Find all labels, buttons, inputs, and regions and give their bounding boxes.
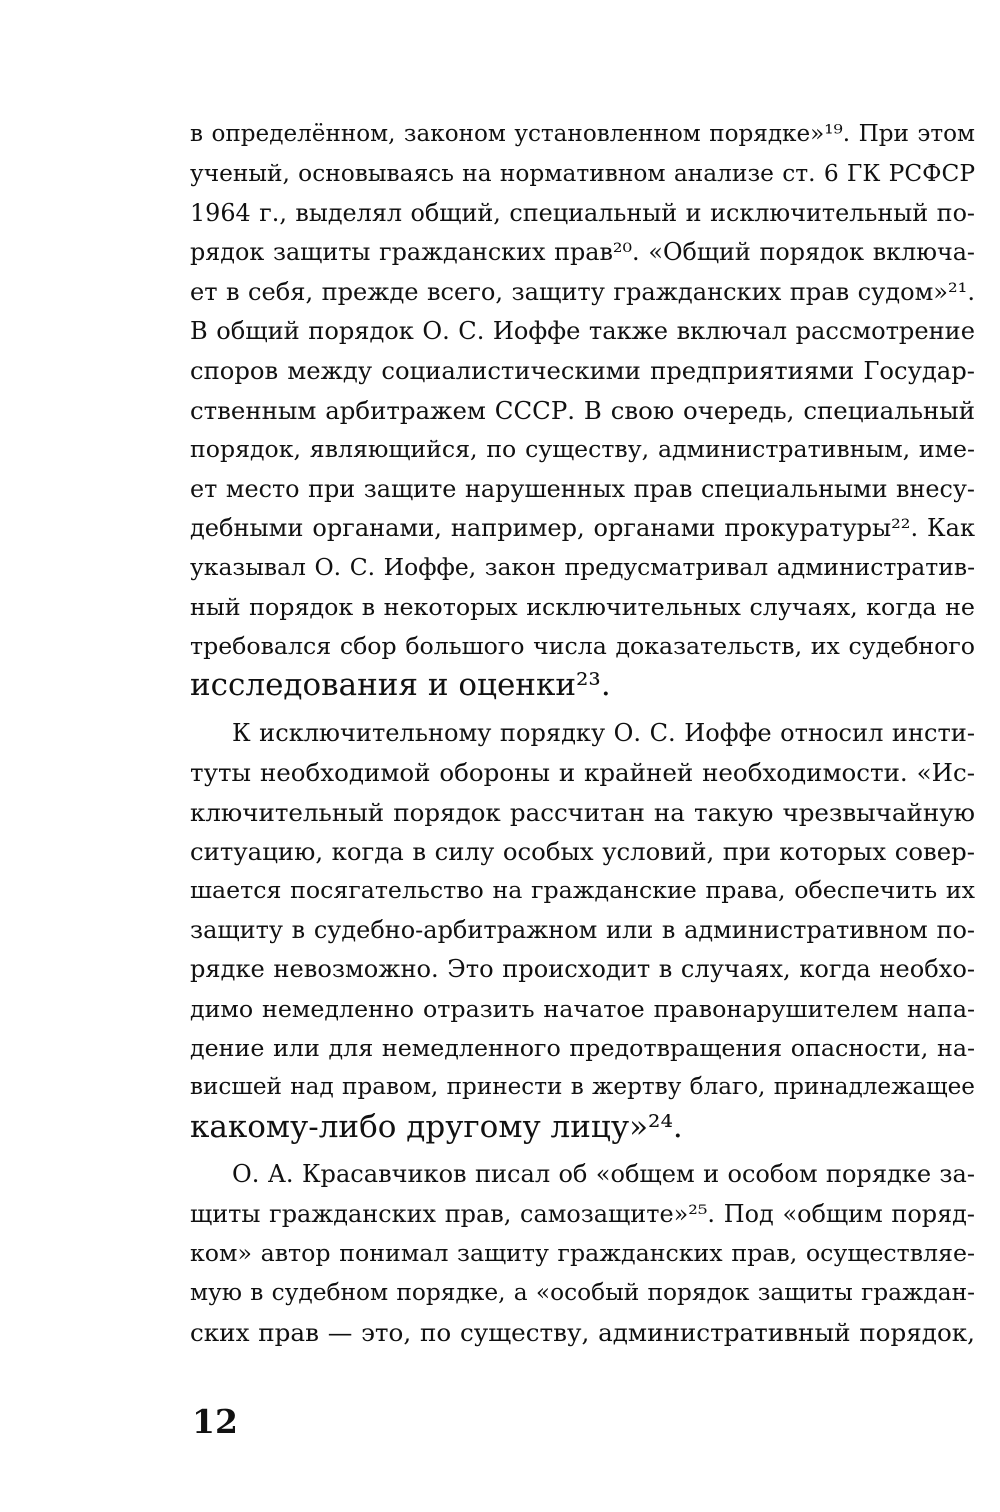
text-line: споров между социалистическими предприятиями Государ-: [190, 356, 975, 386]
text-line: в определённом, законом установленном порядке»¹⁹. При этом: [190, 121, 975, 147]
text-line: ет в себя, прежде всего, защиту гражданских прав судом»²¹.: [190, 277, 975, 306]
text-line: ситуацию, когда в силу особых условий, при которых совер-: [190, 837, 975, 867]
text-line: щиты гражданских прав, самозащите»²⁵. Под «общим поряд-: [190, 1199, 975, 1228]
text-line: рядке невозможно. Это происходит в случаях, когда необхо-: [190, 955, 975, 984]
text-line: порядок, являющийся, по существу, административным, име-: [190, 435, 975, 464]
text-line: мую в судебном порядке, а «особый порядок защиты граждан-: [190, 1279, 975, 1307]
text-line: туты необходимой обороны и крайней необходимости. «Ис-: [190, 758, 975, 788]
text-line: ученый, основываясь на нормативном анализе ст. 6 ГК РСФСР: [190, 160, 975, 188]
text-line: указывал О. С. Иоффе, закон предусматривал административ-: [190, 553, 975, 582]
text-line: ственным арбитражем СССР. В свою очередь, специальный: [190, 395, 975, 425]
text-line: шается посягательство на гражданские права, обеспечить их: [190, 876, 975, 905]
text-line: ком» автор понимал защиту гражданских прав, осуществляе-: [190, 1238, 975, 1267]
body-text: [190, 115, 975, 1352]
text-line: ключительный порядок рассчитан на такую чрезвычайную: [190, 797, 975, 827]
text-line: ет место при защите нарушенных прав специальными внесу-: [190, 474, 975, 503]
text-line: рядок защиты гражданских прав²⁰. «Общий порядок включа-: [190, 238, 975, 267]
text-line: защиту в судебно-арбитражном или в административном по-: [190, 915, 975, 944]
text-line: какому-либо другому лицу»²⁴.: [190, 1108, 683, 1145]
text-line: дебными органами, например, органами прокуратуры²². Как: [190, 513, 975, 542]
text-line: О. А. Красавчиков писал об «общем и особом порядке за-: [232, 1160, 975, 1189]
text-line: К исключительному порядку О. С. Иоффе относил инсти-: [232, 718, 975, 747]
text-line: дение или для немедленного предотвращения опасности, на-: [190, 1033, 975, 1062]
text-line: ный порядок в некоторых исключительных случаях, когда не: [190, 592, 975, 621]
text-line: исследования и оценки²³.: [190, 667, 611, 704]
page-number: 12: [192, 1402, 238, 1441]
text-line: висшей над правом, принести в жертву благо, принадлежащее: [190, 1074, 975, 1101]
text-line: димо немедленно отразить начатое правонарушителем напа-: [190, 994, 975, 1023]
text-line: В общий порядок О. С. Иоффе также включал рассмотрение: [190, 316, 975, 345]
text-line: 1964 г., выделял общий, специальный и исключительный по-: [190, 198, 975, 227]
text-line: требовался сбор большого числа доказательств, их судебного: [190, 632, 975, 661]
text-line: ских прав — это, по существу, административный порядок,: [190, 1317, 975, 1347]
